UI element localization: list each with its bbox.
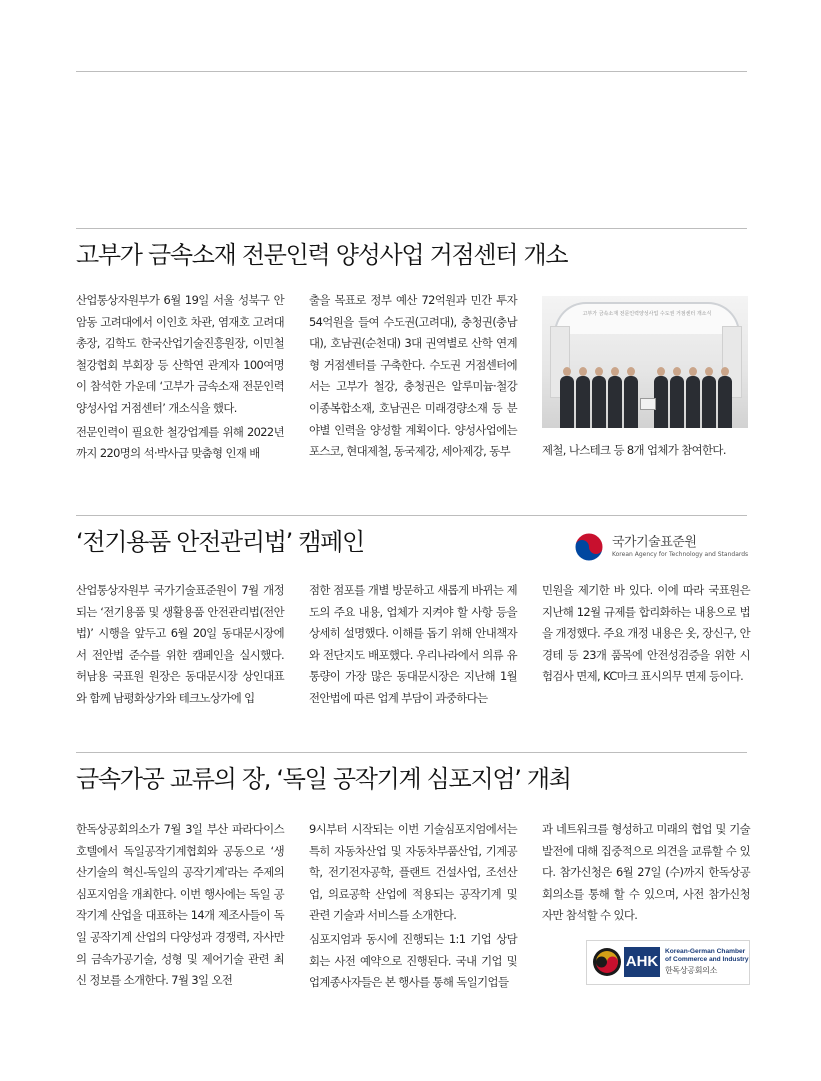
photo-banner-text: 고부가 금속소재 전문인력양성사업 수도권 거점센터 개소식 [582, 311, 712, 317]
person-figure [686, 376, 700, 428]
kats-logo-english: Korean Agency for Technology and Standards [612, 551, 749, 558]
person-figure [560, 376, 574, 428]
article-3-title: 금속가공 교류의 장, ‘독일 공작기계 심포지엄’ 개최 [76, 765, 571, 793]
photo-people-row [542, 362, 748, 428]
ahk-logo [586, 940, 750, 985]
ahk-name-korean: 한독상공회의소 [665, 966, 717, 975]
person-figure [670, 376, 684, 428]
article-1-title: 고부가 금속소재 전문인력 양성사업 거점센터 개소 [76, 241, 568, 269]
person-figure [592, 376, 606, 428]
article-2-title: ‘전기용품 안전관리법’ 캠페인 [76, 528, 364, 556]
article-1-paragraph: 제철, 나스테크 등 8개 업체가 참여한다. [542, 443, 726, 457]
article-2-column-2 [309, 580, 517, 710]
person-figure [702, 376, 716, 428]
article-1-column-1 [76, 290, 284, 465]
article-3-paragraph: 9시부터 시작되는 이번 기술심포지엄에서는 특히 자동차산업 및 자동차부품산업, 기계공학, 전기전자공학, 플랜트 건설사업, 조선산업, 의료공학 산업에 적용되는 공작기계 및 관련 기술과 서비스를 소개한다. [309, 822, 517, 923]
ahk-wordmark: AHK [624, 947, 660, 977]
article-1-paragraph: 산업통상자원부가 6월 19일 서울 성북구 안암동 고려대에서 이인호 차관, 염재호 고려대 총장, 김학도 한국산업기술진흥원장, 이민철 철강협회 부회장 등 산학연 관계자 100여명이 참석한 가운데 ‘고부가 금속소재 전문인력 양성사업 거점센터’ 개소식을 했다. [76, 293, 284, 415]
taegeuk-emblem-icon [574, 532, 604, 562]
person-figure [608, 376, 622, 428]
article-3-column-3 [542, 819, 750, 927]
ahk-name-english-2: of Commerce and Industry [665, 956, 749, 963]
article-3-column-1 [76, 819, 284, 992]
article-2-column-3 [542, 580, 750, 688]
kats-logo [574, 528, 749, 564]
top-divider [76, 71, 747, 72]
kats-logo-korean: 국가기술표준원 [612, 535, 697, 550]
article-1-divider [76, 228, 747, 229]
ceremony-photo [542, 296, 748, 428]
article-1-paragraph: 전문인력이 필요한 철강업계를 위해 2022년까지 220명의 석·박사급 맞춤형 인재 배 [76, 424, 284, 461]
article-2-paragraph: 점한 점포를 개별 방문하고 새롭게 바뀌는 제도의 주요 내용, 업체가 지켜야 할 사항 등을 상세히 설명했다. 이해를 돕기 위해 안내책자와 전단지도 배포했다. 우리나라에서 의류 유통량이 가장 많은 동대문시장은 지난해 1월 전안법에 따른 업계 부담이 과중하다는 [309, 583, 517, 705]
article-3-divider [76, 752, 747, 753]
person-figure [576, 376, 590, 428]
person-figure [624, 376, 638, 428]
photo-plaque [640, 398, 656, 410]
article-1-column-3 [542, 440, 750, 462]
article-3-column-2 [309, 819, 517, 994]
taegeuk-seal-icon [592, 947, 622, 977]
article-1-column-2 [309, 290, 517, 463]
person-figure [654, 376, 668, 428]
article-2-paragraph: 산업통상자원부 국가기술표준원이 7월 개정되는 ‘전기용품 및 생활용품 안전관리법(전안법)’ 시행을 앞두고 6월 20일 동대문시장에서 전안법 준수를 위한 캠페인을 실시했다. 허남용 국표원 원장은 동대문시장 상인대표와 함께 남평화상가와 테크노상가에 입 [76, 583, 284, 705]
article-3-paragraph: 과 네트워크를 형성하고 미래의 협업 및 기술 발전에 대해 집중적으로 의견을 교류할 수 있다. 참가신청은 6월 27일 (수)까지 한독상공회의소를 통해 할 수 있으며, 사전 참가신청자만 참석할 수 있다. [542, 822, 750, 923]
ahk-name-english-1: Korean-German Chamber [665, 948, 746, 955]
article-3-paragraph: 심포지엄과 동시에 진행되는 1:1 기업 상담회는 사전 예약으로 진행된다. 국내 기업 및 업계종사자들은 본 행사를 통해 독일기업들 [309, 931, 517, 990]
article-2-divider [76, 515, 747, 516]
article-2-column-1 [76, 580, 284, 710]
person-figure [718, 376, 732, 428]
photo-banner-arch [554, 302, 740, 334]
article-2-paragraph: 민원을 제기한 바 있다. 이에 따라 국표원은 지난해 12월 규제를 합리화하는 내용으로 법을 개정했다. 주요 개정 내용은 옷, 장신구, 안경테 등 23개 품목에 안전성검증을 위한 시험검사 면제, KC마크 표시의무 면제 등이다. [542, 583, 750, 684]
article-3-paragraph: 한독상공회의소가 7월 3일 부산 파라다이스호텔에서 독일공작기계협회와 공동으로 ‘생산기술의 혁신-독일의 공작기계’라는 주제의 심포지엄을 개최한다. 이번 행사에는 독일 공작기계 산업을 대표하는 14개 제조사들이 독일 공작기계 산업의 다양성과 경쟁력, 자사만의 금속가공기술, 성형 및 제어기술 관련 최신 정보를 소개한다. 7월 3일 오전 [76, 822, 284, 988]
article-1-paragraph: 출을 목표로 정부 예산 72억원과 민간 투자 54억원을 들여 수도권(고려대), 충청권(충남대), 호남권(순천대) 3대 권역별로 산학 연계형 거점센터를 구축한다. 수도권 거점센터에서는 고부가 철강, 충청권은 알루미늄·철강 이종복합소재, 호남권은 미래경량소재 등 분야별 인력을 양성할 계획이다. 양성사업에는 포스코, 현대제철, 동국제강, 세아제강, 동부 [309, 293, 517, 459]
